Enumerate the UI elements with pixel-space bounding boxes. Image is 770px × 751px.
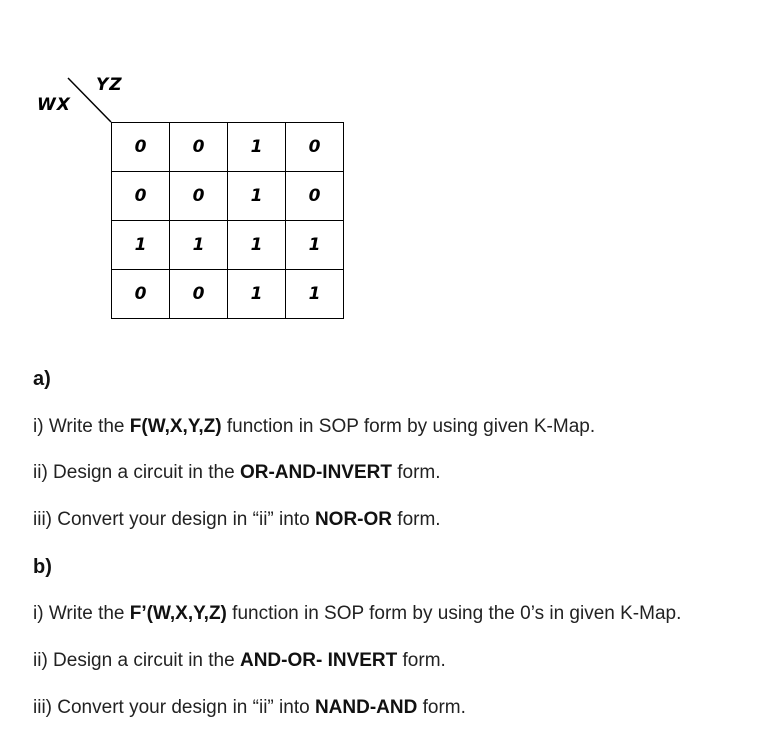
- kmap-cell: 1: [228, 172, 286, 221]
- kmap-row: [112, 221, 344, 270]
- kmap-cell: 1: [228, 270, 286, 319]
- kmap-cell: 1: [286, 221, 344, 270]
- kmap-cell: 1: [170, 221, 228, 270]
- kmap-row: [112, 172, 344, 221]
- kmap-row-variables: WX: [37, 95, 71, 115]
- question-text: function in SOP form by using the 0’s in given K-Map.: [226, 603, 682, 624]
- part-a-question-1: [33, 416, 595, 438]
- kmap-column-variables: YZ: [96, 75, 123, 95]
- kmap-cell: 0: [170, 172, 228, 221]
- part-a-question-3: [33, 509, 441, 531]
- part-b-question-1: [33, 603, 681, 625]
- question-text: ii) Design a circuit in the: [33, 462, 240, 483]
- kmap-cell: 1: [228, 123, 286, 172]
- part-b-question-2: [33, 650, 446, 672]
- kmap-cell: 0: [170, 270, 228, 319]
- kmap-cell: 1: [286, 270, 344, 319]
- kmap-row: [112, 270, 344, 319]
- karnaugh-map: [111, 122, 344, 319]
- question-keyword: AND-OR- INVERT: [239, 650, 398, 671]
- kmap-cell: 0: [112, 123, 170, 172]
- kmap-cell: 0: [286, 123, 344, 172]
- question-keyword: NOR-OR: [314, 509, 393, 530]
- part-b-heading: b): [33, 556, 52, 578]
- kmap-cell: 0: [286, 172, 344, 221]
- question-text: ii) Design a circuit in the: [33, 650, 240, 671]
- question-keyword: F(W,X,Y,Z): [129, 416, 222, 437]
- kmap-row: [112, 123, 344, 172]
- question-text: i) Write the: [33, 603, 130, 624]
- part-a-heading: a): [33, 368, 51, 390]
- question-text: function in SOP form by using given K-Map.: [221, 416, 596, 437]
- question-keyword: F’(W,X,Y,Z): [129, 603, 227, 624]
- question-keyword: NAND-AND: [314, 697, 418, 718]
- part-a-question-2: [33, 462, 441, 484]
- kmap-cell: 1: [228, 221, 286, 270]
- question-text: form.: [397, 650, 446, 671]
- question-text: iii) Convert your design in “ii” into: [33, 509, 315, 530]
- part-b-question-3: [33, 697, 466, 719]
- question-text: form.: [417, 697, 466, 718]
- question-text: i) Write the: [33, 416, 130, 437]
- kmap-cell: 1: [112, 221, 170, 270]
- question-text: iii) Convert your design in “ii” into: [33, 697, 315, 718]
- question-keyword: OR-AND-INVERT: [239, 462, 392, 483]
- question-text: form.: [391, 462, 441, 483]
- kmap-cell: 0: [112, 270, 170, 319]
- kmap-cell: 0: [112, 172, 170, 221]
- question-text: form.: [392, 509, 441, 530]
- kmap-cell: 0: [170, 123, 228, 172]
